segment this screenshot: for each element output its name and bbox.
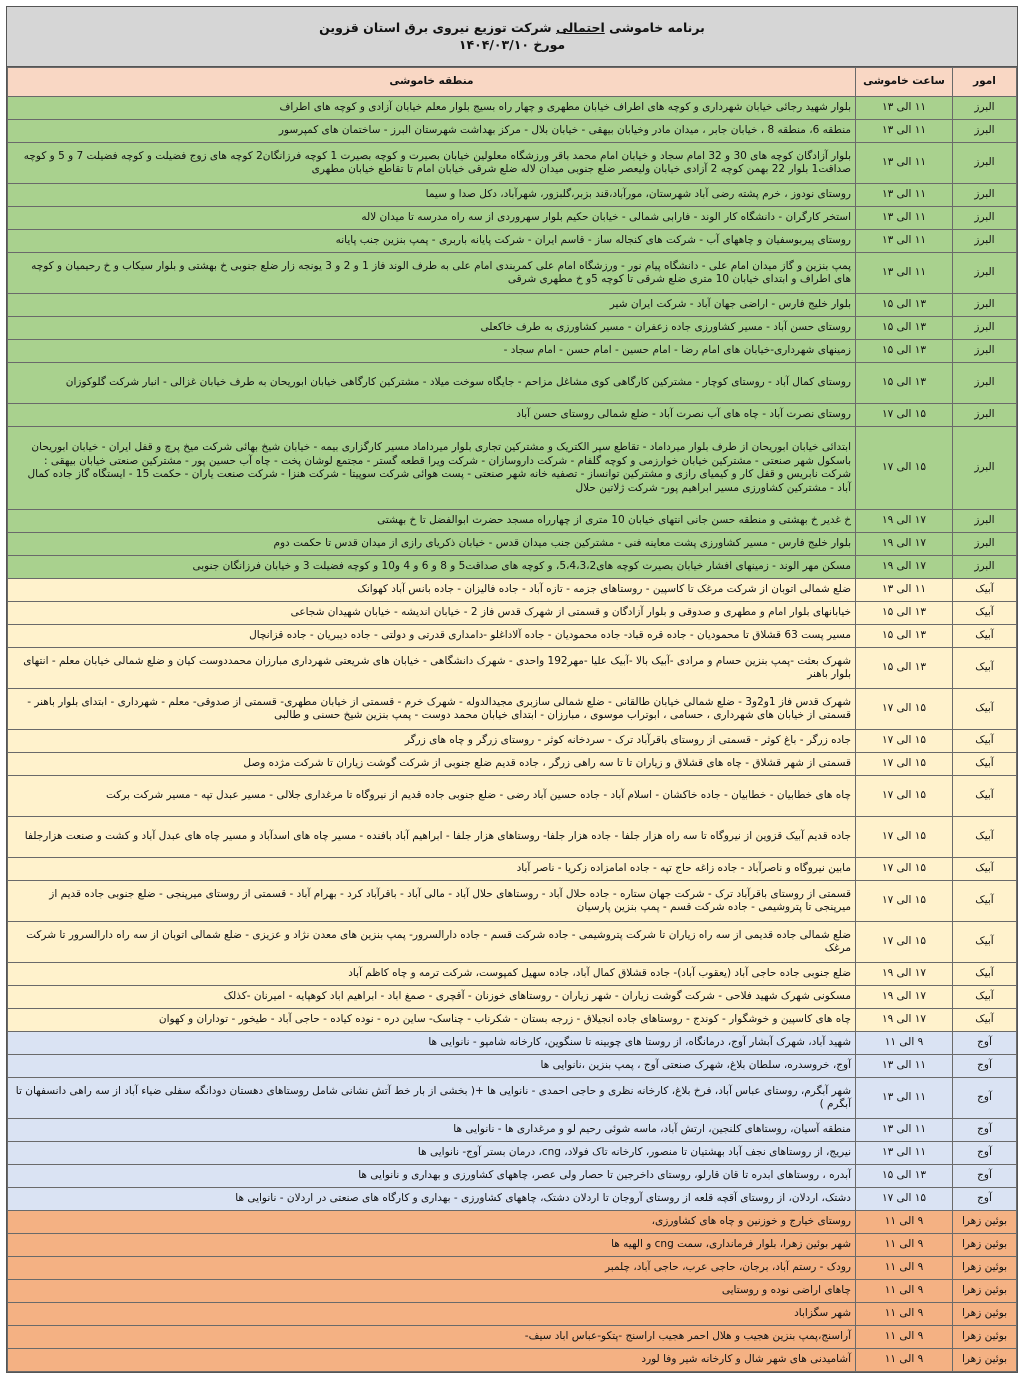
table-row bbox=[8, 1326, 1017, 1349]
cell-area: قسمتی از شهر قشلاق - چاه های قشلاق و زیاران تا تا سه راهی زرگر ، جاده قدیم ضلع جنوبی از شرکت گوشت زیاران تا شرکت مژده وصل bbox=[8, 753, 856, 776]
cell-area: روستای نودوز ، خرم پشته رضی آباد شهرستان، مورآباد،قند بزبر،گلبزور، شهرآباد، دکل صدا و سیما bbox=[8, 184, 856, 207]
cell-time: ۱۷ الی ۱۹ bbox=[856, 963, 953, 986]
cell-area: خیابانهای بلوار امام و مطهری و صدوقی و بلوار آزادگان و قسمتی از شهرک قدس فاز 2 - خیابان اندیشه - خیابان شهیدان شجاعی bbox=[8, 602, 856, 625]
cell-omur: البرز bbox=[953, 427, 1017, 510]
cell-area: استخر کارگران - دانشگاه کار الوند - فارابی شمالی - خیابان حکیم بلوار سهروردی از سه راه مدرسه تا میدان لاله bbox=[8, 207, 856, 230]
cell-omur: البرز bbox=[953, 294, 1017, 317]
cell-area: بلوار شهید رجائی خیابان شهرداری و کوچه های اطراف خیابان مطهری و چهار راه بسیج بلوار معلم خیابان آزادی و کوچه های اطراف bbox=[8, 97, 856, 120]
cell-area: دشتک، اردلان، از روستای آقچه قلعه از روستای آروجان تا اردلان دشتک، چاههای کشاورزی - بهداری و کارگاه های صنعتی در اردلان - نانوایی ها bbox=[8, 1188, 856, 1211]
table-row bbox=[8, 184, 1017, 207]
cell-omur: بوئین زهرا bbox=[953, 1280, 1017, 1303]
cell-area: منطقه آسیان، روستاهای کلنجین، ارتش آباد، ماسه شوئی رحیم لو و مرغداری ها - نانوایی ها bbox=[8, 1119, 856, 1142]
table-row bbox=[8, 579, 1017, 602]
cell-area: روستای پیربوسفیان و چاههای آب - شرکت های کنجاله ساز - قاسم ایران - شرکت پایانه باربری - پمپ بنزین جنب پایانه bbox=[8, 230, 856, 253]
cell-time: ۹ الی ۱۱ bbox=[856, 1234, 953, 1257]
cell-omur: آبیک bbox=[953, 817, 1017, 858]
cell-omur: آبیک bbox=[953, 625, 1017, 648]
cell-omur: آبیک bbox=[953, 753, 1017, 776]
cell-area: ضلع شمالی اتوبان از شرکت مرغک تا کاسپین - روستاهای جزمه - تازه آباد - جاده فالیزان - جاده بانس آباد کهوانک bbox=[8, 579, 856, 602]
cell-area: مسکن مهر الوند - زمینهای افشار خیابان بصیرت کوچه های5،4،3،2، و کوچه های صداقت5 و 8 و 6 و 4 و10 و کوچه فضیلت 3 و خیابان فرزانگان جنوبی bbox=[8, 556, 856, 579]
cell-time: ۱۵ الی ۱۷ bbox=[856, 776, 953, 817]
cell-time: ۱۱ الی ۱۳ bbox=[856, 207, 953, 230]
table-row bbox=[8, 625, 1017, 648]
cell-time: ۱۱ الی ۱۳ bbox=[856, 97, 953, 120]
cell-time: ۱۱ الی ۱۳ bbox=[856, 579, 953, 602]
table-row bbox=[8, 776, 1017, 817]
cell-time: ۱۵ الی ۱۷ bbox=[856, 404, 953, 427]
cell-omur: آبیک bbox=[953, 602, 1017, 625]
cell-omur: بوئین زهرا bbox=[953, 1326, 1017, 1349]
cell-area: نیریج، از روستاهای نجف آباد بهشتیان تا منصور، کارخانه تاک فولاد، cng، درمان بستر آوج- نانوایی ها bbox=[8, 1142, 856, 1165]
cell-omur: البرز bbox=[953, 510, 1017, 533]
cell-area: مابین نیروگاه و ناصرآباد - جاده زاغه حاج تپه - جاده امامزاده زکریا - ناصر آباد bbox=[8, 858, 856, 881]
cell-time: ۱۱ الی ۱۳ bbox=[856, 1119, 953, 1142]
table-row bbox=[8, 881, 1017, 922]
cell-time: ۱۵ الی ۱۷ bbox=[856, 922, 953, 963]
table-row bbox=[8, 207, 1017, 230]
cell-area: شهرک قدس فاز 1و2و3 - ضلع شمالی خیابان طالقانی - ضلع شمالی سازبری مجیدالدوله - شهرک خرم - قسمتی از خیابان مطهری- قسمتی از صدوقی- معلم - شهرداری - ابتدای بلوار باهنر - قسمتی از خیابان های شهرداری ، حسامی ، ابوتراب موسوی ، مبارزان - ابتدای خیابان محمد دوست - پمپ بنزین شیخ حسنی و طالبی bbox=[8, 689, 856, 730]
cell-time: ۱۵ الی ۱۷ bbox=[856, 858, 953, 881]
cell-omur: آبیک bbox=[953, 922, 1017, 963]
cell-time: ۱۵ الی ۱۷ bbox=[856, 427, 953, 510]
cell-area: روستای حسن آباد - مسیر کشاورزی جاده زعفران - مسیر کشاورزی به طرف خاکعلی bbox=[8, 317, 856, 340]
cell-omur: البرز bbox=[953, 97, 1017, 120]
cell-time: ۱۳ الی ۱۵ bbox=[856, 1165, 953, 1188]
table-row bbox=[8, 730, 1017, 753]
cell-time: ۹ الی ۱۱ bbox=[856, 1303, 953, 1326]
cell-area: جاده قدیم آبیک قزوین از نیروگاه تا سه راه هزار جلفا - جاده هزار جلفا- روستاهای هزار جلفا - ابراهیم آباد بافنده - مسیر چاه های اسدآباد و مسیر چاه های عبدل آباد و کشت و صنعت هزارجلفا bbox=[8, 817, 856, 858]
cell-area: ابتدائی خیابان ابوریحان از طرف بلوار میرداماد - تقاطع سپر الکتریک و مشترکین تجاری بلوار میرداماد مسیر کارگزاری بیمه - خیابان شیخ بهائی شرکت میخ پرچ و قفل ایران - خیابان ابوریحان باسکول شهر صنعتی - مشترکین خیابان خوارزمی و کوچه گلفام - شرکت داروسازان - شرکت ویرا قطعه گستر - مجتمع لوشان پخت - چاه آب حسین پور - مشترکین صنعتی خیابان بیهقی : شرکت نابریس و قفل کار و کیمیای رازی و مشترکین توانساز - تصفیه خانه شهر صنعتی - پست هوائی شرکت سوپیتا - شرکت هنزا - شرکت صنعت یاران - حکمت 15 - ایستگاه گاز جاده کمال آباد - مشترکین کشاورزی مسیر ابراهیم پور- شرکت ژلاتین حلال bbox=[8, 427, 856, 510]
cell-time: ۱۷ الی ۱۹ bbox=[856, 510, 953, 533]
cell-area: چاهای اراضی نوده و روستایی bbox=[8, 1280, 856, 1303]
table-row bbox=[8, 1078, 1017, 1119]
table-row bbox=[8, 1280, 1017, 1303]
table-row bbox=[8, 1142, 1017, 1165]
table-row bbox=[8, 533, 1017, 556]
cell-omur: آبیک bbox=[953, 730, 1017, 753]
cell-area: قسمتی از روستای باقرآباد ترک - شرکت جهان ستاره - جاده حلال آباد - روستاهای حلال آباد - مالی آباد - باقرآباد کرد - بهرام آباد - قسمتی از روستای میرپنجی - ضلع جنوبی جاده قدیم از میرپنجی تا پتروشیمی - جاده شرکت قسم - پمپ بنزین پارسیان bbox=[8, 881, 856, 922]
title-block bbox=[7, 7, 1017, 67]
cell-time: ۱۵ الی ۱۷ bbox=[856, 753, 953, 776]
cell-omur: البرز bbox=[953, 184, 1017, 207]
cell-time: ۹ الی ۱۱ bbox=[856, 1349, 953, 1372]
cell-omur: البرز bbox=[953, 363, 1017, 404]
cell-time: ۹ الی ۱۱ bbox=[856, 1280, 953, 1303]
cell-time: ۱۵ الی ۱۷ bbox=[856, 689, 953, 730]
cell-area: بلوار آزادگان کوچه های 30 و 32 امام سجاد و خیابان امام محمد باقر ورزشگاه معلولین خیابان بصیرت و کوچه بصیرت 1 کوچه فرزانگان2 کوچه های زوج فضیلت و کوچه فضیلت 7 و 5 و کوچه صداقت1 بلوار 22 بهمن کوچه 2 آزادی خیابان ولیعصر ضلع جنوبی میدان لاله ضلع شرقی خیابان امام تا تقاطع خیابان مطهری bbox=[8, 143, 856, 184]
cell-time: ۹ الی ۱۱ bbox=[856, 1326, 953, 1349]
title-part-1: برنامه خاموشی bbox=[604, 20, 705, 35]
cell-omur: البرز bbox=[953, 207, 1017, 230]
cell-area: شهر آبگرم، روستای عباس آباد، فرخ بلاغ، کارخانه نظری و حاجی احمدی - نانوایی ها +( بخشی از بار خط آتش نشانی شامل روستاهای دهستان دودانگه سفلی ضیاء آباد از سه راهی دانسفهان تا آبگرم ) bbox=[8, 1078, 856, 1119]
cell-time: ۱۷ الی ۱۹ bbox=[856, 533, 953, 556]
cell-area: شهرک بعثت -پمپ بنزین حسام و مرادی -آبیک بالا -آبیک علیا -مهر192 واحدی - شهرک دانشگاهی - خیابان های شریعتی شهرداری مبارزان محمددوست کیان و ضلع شمالی خیابان معلم - انتهای بلوار باهنر bbox=[8, 648, 856, 689]
cell-time: ۱۳ الی ۱۵ bbox=[856, 363, 953, 404]
cell-area: چاه های خطابیان - خطابیان - جاده خاکشان - اسلام آباد - جاده حسین آباد رضی - ضلع جنوبی جاده قدیم از نیروگاه تا مرغداری جلالی - مسیر عبدل تپه - مسیر شرکت برکت bbox=[8, 776, 856, 817]
cell-omur: آبیک bbox=[953, 1009, 1017, 1032]
cell-area: پمپ بنزین و گاز میدان امام علی - دانشگاه پیام نور - ورزشگاه امام علی کمربندی امام علی به طرف الوند فاز 1 و 2 و 3 یونجه زار ضلع جنوبی خ بهشتی و بلوار سیکاب و خ رحیمیان و کوچه های اطراف و ابتدای خیابان 10 متری ضلع شرقی تا کوچه 5و خ مطهری شرقی bbox=[8, 253, 856, 294]
table-row bbox=[8, 230, 1017, 253]
cell-area: روستای خیارج و خوزنین و چاه های کشاورزی، bbox=[8, 1211, 856, 1234]
table-row bbox=[8, 404, 1017, 427]
table-row bbox=[8, 986, 1017, 1009]
table-row bbox=[8, 510, 1017, 533]
cell-omur: آوج bbox=[953, 1119, 1017, 1142]
cell-omur: بوئین زهرا bbox=[953, 1349, 1017, 1372]
cell-area: ضلع جنوبی جاده حاجی آباد (یعقوب آباد)- جاده قشلاق کمال آباد، جاده سهیل کمپوست، شرکت ترمه و چاه کاظم آباد bbox=[8, 963, 856, 986]
cell-omur: البرز bbox=[953, 120, 1017, 143]
cell-time: ۱۱ الی ۱۳ bbox=[856, 1055, 953, 1078]
cell-omur: آوج bbox=[953, 1078, 1017, 1119]
column-header-time: ساعت خاموشی bbox=[856, 68, 953, 97]
cell-time: ۱۷ الی ۱۹ bbox=[856, 1009, 953, 1032]
table-row bbox=[8, 1165, 1017, 1188]
table-row bbox=[8, 922, 1017, 963]
cell-omur: آوج bbox=[953, 1032, 1017, 1055]
table-row bbox=[8, 120, 1017, 143]
column-header-area: منطقه خاموشی bbox=[8, 68, 856, 97]
table-row bbox=[8, 1119, 1017, 1142]
table-row bbox=[8, 817, 1017, 858]
cell-omur: البرز bbox=[953, 340, 1017, 363]
table-row bbox=[8, 1257, 1017, 1280]
column-header-omur: امور bbox=[953, 68, 1017, 97]
cell-area: چاه های کاسپین و خوشگوار - کوندج - روستاهای جاده انجیلاق - زرجه بستان - شکرناب - چناسک- ساین دره - نوده کیاده - حاجی آباد - طیخور - توداران و کهوان bbox=[8, 1009, 856, 1032]
cell-area: بلوار خلیج فارس - اراضی جهان آباد - شرکت ایران شیر bbox=[8, 294, 856, 317]
cell-omur: بوئین زهرا bbox=[953, 1257, 1017, 1280]
cell-area: آشامیدنی های شهر شال و کارخانه شیر وفا لورد bbox=[8, 1349, 856, 1372]
cell-area: ضلع شمالی جاده قدیمی از سه راه زیاران تا شرکت پتروشیمی - جاده شرکت قسم - جاده دارالسرور- پمپ بنزین های معدن نژاد و عزیزی - ضلع شمالی اتوبان از سه راه دارالسرور تا شرکت مرغک bbox=[8, 922, 856, 963]
table-row bbox=[8, 858, 1017, 881]
cell-omur: بوئین زهرا bbox=[953, 1303, 1017, 1326]
cell-area: منطقه 6، منطقه 8 ، خیابان جابر ، میدان مادر وخیابان بیهقی - خیابان بلال - مرکز بهداشت شهرستان البرز - ساختمان های کمپرسور bbox=[8, 120, 856, 143]
cell-omur: آبیک bbox=[953, 648, 1017, 689]
cell-omur: آوج bbox=[953, 1165, 1017, 1188]
table-body bbox=[8, 97, 1017, 1372]
table-row bbox=[8, 648, 1017, 689]
table-row bbox=[8, 602, 1017, 625]
cell-time: ۱۷ الی ۱۹ bbox=[856, 556, 953, 579]
table-row bbox=[8, 97, 1017, 120]
table-row bbox=[8, 294, 1017, 317]
cell-time: ۹ الی ۱۱ bbox=[856, 1257, 953, 1280]
cell-time: ۱۱ الی ۱۳ bbox=[856, 253, 953, 294]
cell-area: شهر بوئین زهرا، بلوار فرمانداری، سمت cng و الهیه ها bbox=[8, 1234, 856, 1257]
outage-table bbox=[7, 67, 1017, 1372]
cell-omur: البرز bbox=[953, 230, 1017, 253]
cell-time: ۱۷ الی ۱۹ bbox=[856, 986, 953, 1009]
cell-time: ۱۳ الی ۱۵ bbox=[856, 317, 953, 340]
cell-time: ۱۳ الی ۱۵ bbox=[856, 602, 953, 625]
cell-omur: بوئین زهرا bbox=[953, 1211, 1017, 1234]
page-title bbox=[7, 19, 1017, 36]
cell-time: ۱۵ الی ۱۷ bbox=[856, 881, 953, 922]
cell-time: ۹ الی ۱۱ bbox=[856, 1032, 953, 1055]
cell-area: مسکونی شهرک شهید فلاحی - شرکت گوشت زیاران - شهر زیاران - روستاهای خوزنان - آقچری - صمغ اباد - ابراهیم اباد کوهپایه - امیرنان -کذلک bbox=[8, 986, 856, 1009]
cell-omur: آبیک bbox=[953, 579, 1017, 602]
cell-time: ۱۱ الی ۱۳ bbox=[856, 120, 953, 143]
cell-area: آراسنج،پمپ بنزین هجیب و هلال احمر هجیب اراسنج -پتکو-عباس اباد سیف- bbox=[8, 1326, 856, 1349]
cell-omur: آوج bbox=[953, 1055, 1017, 1078]
table-row bbox=[8, 1188, 1017, 1211]
cell-area: رودک - رستم آباد، برجان، حاجی عرب، حاجی آباد، چلمبر bbox=[8, 1257, 856, 1280]
cell-omur: البرز bbox=[953, 533, 1017, 556]
title-part-2: شرکت توزیع نیروی برق استان قزوین bbox=[319, 20, 556, 35]
cell-omur: آبیک bbox=[953, 689, 1017, 730]
cell-area: شهید آباد، شهرک آبشار آوج، درمانگاه، از روستا های چوبینه تا سنگوین، کارخانه شامپو - نانوایی ها bbox=[8, 1032, 856, 1055]
cell-omur: البرز bbox=[953, 317, 1017, 340]
table-row bbox=[8, 1303, 1017, 1326]
table-row bbox=[8, 689, 1017, 730]
cell-omur: آبیک bbox=[953, 776, 1017, 817]
table-row bbox=[8, 1055, 1017, 1078]
cell-time: ۱۳ الی ۱۵ bbox=[856, 648, 953, 689]
cell-time: ۱۵ الی ۱۷ bbox=[856, 817, 953, 858]
cell-area: روستای کمال آباد - روستای کوچار - مشترکین کارگاهی کوی مشاغل مزاحم - جایگاه سوخت میلاد - مشترکین کارگاهی خیابان ابوریحان به طرف خیابان غزالی - انبار شرکت گلوکوزان bbox=[8, 363, 856, 404]
outage-schedule-sheet bbox=[6, 6, 1018, 1373]
cell-omur: آوج bbox=[953, 1142, 1017, 1165]
cell-time: ۱۵ الی ۱۷ bbox=[856, 730, 953, 753]
date-line: مورخ ۱۴۰۴/۰۳/۱۰ bbox=[458, 37, 566, 52]
cell-area: زمینهای شهرداری-خیابان های امام رضا - امام حسین - امام حسن - امام سجاد - bbox=[8, 340, 856, 363]
cell-area: خ غدیر خ بهشتی و منطقه حسن جانی انتهای خیابان 10 متری از چهارراه مسجد حضرت ابوالفضل تا خ بهشتی bbox=[8, 510, 856, 533]
cell-area: جاده زرگر - باغ کوثر - قسمتی از روستای باقرآباد ترک - سردخانه کوثر - روستای زرگر و چاه های زرگر bbox=[8, 730, 856, 753]
cell-time: ۱۳ الی ۱۵ bbox=[856, 294, 953, 317]
cell-area: بلوار خلیج فارس - مسیر کشاورزی پشت معاینه فنی - مشترکین جنب میدان قدس - خیابان ذکریای رازی از میدان قدس تا حکمت دوم bbox=[8, 533, 856, 556]
table-row bbox=[8, 317, 1017, 340]
cell-omur: البرز bbox=[953, 253, 1017, 294]
cell-area: آوج، خروسدره، سلطان بلاغ، شهرک صنعتی آوج ، پمپ بنزین ،نانوایی ها bbox=[8, 1055, 856, 1078]
cell-time: ۱۱ الی ۱۳ bbox=[856, 230, 953, 253]
cell-time: ۱۱ الی ۱۳ bbox=[856, 143, 953, 184]
table-row bbox=[8, 1009, 1017, 1032]
cell-area: آبدره ، روستاهای ابدره تا قان قارلو، روستای داخرجین تا حصار ولی عصر، چاههای کشاورزی و بهداری و نانوایی ها bbox=[8, 1165, 856, 1188]
table-row bbox=[8, 1032, 1017, 1055]
cell-time: ۱۵ الی ۱۷ bbox=[856, 1188, 953, 1211]
cell-area: روستای نصرت آباد - چاه های آب نصرت آباد - ضلع شمالی روستای حسن آباد bbox=[8, 404, 856, 427]
cell-time: ۱۱ الی ۱۳ bbox=[856, 1078, 953, 1119]
table-row bbox=[8, 1234, 1017, 1257]
cell-omur: آبیک bbox=[953, 881, 1017, 922]
cell-omur: البرز bbox=[953, 404, 1017, 427]
cell-time: ۱۳ الی ۱۵ bbox=[856, 625, 953, 648]
cell-area: شهر سگزاباد bbox=[8, 1303, 856, 1326]
cell-omur: آبیک bbox=[953, 963, 1017, 986]
table-row bbox=[8, 1349, 1017, 1372]
title-emphasis: احتمالی bbox=[555, 20, 605, 35]
cell-time: ۱۳ الی ۱۵ bbox=[856, 340, 953, 363]
table-row bbox=[8, 143, 1017, 184]
cell-omur: البرز bbox=[953, 143, 1017, 184]
table-row bbox=[8, 1211, 1017, 1234]
table-row bbox=[8, 363, 1017, 404]
cell-omur: آبیک bbox=[953, 858, 1017, 881]
table-row bbox=[8, 753, 1017, 776]
cell-time: ۱۱ الی ۱۳ bbox=[856, 1142, 953, 1165]
cell-omur: آوج bbox=[953, 1188, 1017, 1211]
cell-omur: البرز bbox=[953, 556, 1017, 579]
table-row bbox=[8, 253, 1017, 294]
table-row bbox=[8, 340, 1017, 363]
cell-omur: بوئین زهرا bbox=[953, 1234, 1017, 1257]
table-row bbox=[8, 963, 1017, 986]
table-header-row bbox=[8, 68, 1017, 97]
cell-time: ۱۱ الی ۱۳ bbox=[856, 184, 953, 207]
cell-time: ۹ الی ۱۱ bbox=[856, 1211, 953, 1234]
table-row bbox=[8, 427, 1017, 510]
cell-area: مسیر پست 63 قشلاق تا محمودیان - جاده قره قباد- جاده محمودیان - جاده آلاداغلو -دامداری قدرتی و دولتی - جاده دیبریان - جاده قزانچال bbox=[8, 625, 856, 648]
table-row bbox=[8, 556, 1017, 579]
cell-omur: آبیک bbox=[953, 986, 1017, 1009]
